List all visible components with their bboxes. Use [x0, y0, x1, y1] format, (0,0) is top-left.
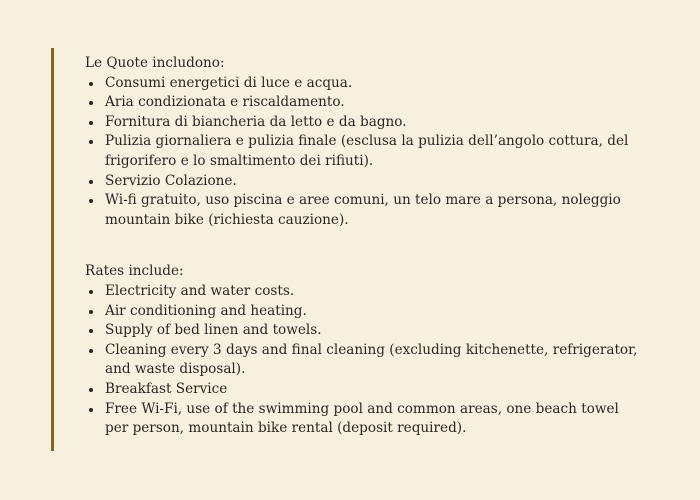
list-item: Wi-fi gratuito, uso piscina e aree comuni, un telo mare a persona, noleggio mountain bike (richiesta cauzione). [85, 191, 645, 230]
list-item: Electricity and water costs. [85, 282, 645, 302]
italian-section-title: Le Quote includono: [85, 55, 225, 71]
list-item: Breakfast Service [85, 380, 645, 400]
list-item: Consumi energetici di luce e acqua. [85, 74, 645, 94]
rates-content [85, 54, 645, 439]
list-item: Fornitura di biancheria da letto e da bagno. [85, 113, 645, 133]
list-item: Pulizia giornaliera e pulizia finale (esclusa la pulizia dell’angolo cottura, del frigorifero e lo smaltimento dei rifiuti). [85, 132, 645, 171]
list-item: Aria condizionata e riscaldamento. [85, 93, 645, 113]
section-spacer [85, 230, 645, 262]
accent-bar [51, 48, 54, 451]
english-includes-list [85, 282, 645, 439]
list-item: Cleaning every 3 days and final cleaning (excluding kitchenette, refrigerator, and waste disposal). [85, 341, 645, 380]
list-item: Servizio Colazione. [85, 172, 645, 192]
list-item: Supply of bed linen and towels. [85, 321, 645, 341]
list-item: Air conditioning and heating. [85, 302, 645, 322]
italian-includes-list [85, 74, 645, 231]
list-item: Free Wi-Fi, use of the swimming pool and common areas, one beach towel per person, mountain bike rental (deposit required). [85, 400, 645, 439]
english-section-title: Rates include: [85, 263, 184, 280]
